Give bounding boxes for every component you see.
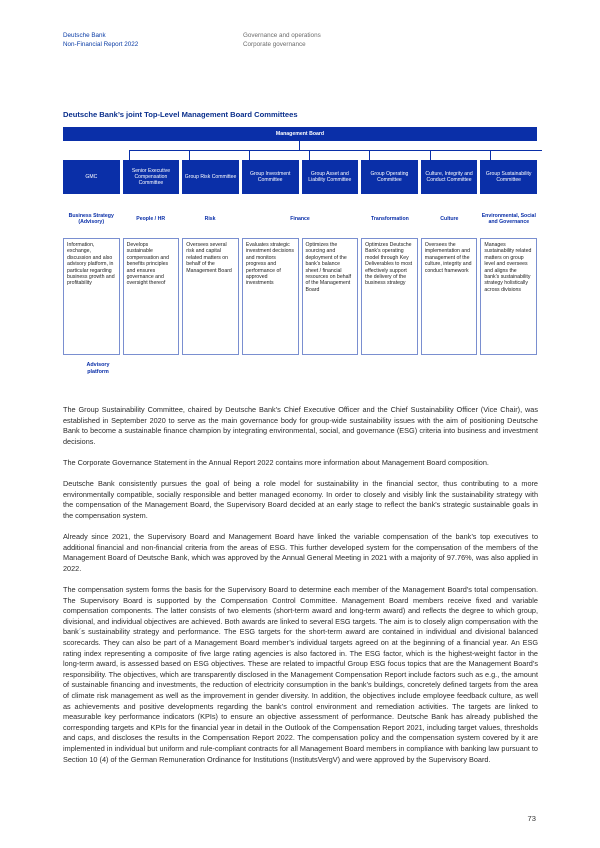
connector-vertical-main: [299, 141, 300, 150]
description-group-sustainability: Manages sustainability related matters on group level and oversees and aligns the bank’s sustainability strategy holistically across divisions: [480, 238, 537, 355]
connector-drop: [490, 150, 491, 160]
connector-drop: [189, 150, 190, 160]
management-board-box: Management Board: [63, 127, 537, 141]
header-left: [63, 31, 138, 49]
report-name: Non-Financial Report 2022: [63, 41, 139, 48]
connector-drop: [249, 150, 250, 160]
paragraph: The Group Sustainability Committee, chaired by Deutsche Bank’s Chief Executive Officer and the Chief Sustainability Officer (Vice Chair), was established in September 2020 to serve as the main governance body for group-wide sustainability issues with the aim of positioning Deutsche Bank to become a sustainable finance champion by integrating environmental, social, and governance (ESG) criteria into business and investment decisions.: [63, 405, 538, 446]
area-people-hr: People / HR: [136, 215, 166, 222]
paragraph: The Corporate Governance Statement in the Annual Report 2022 contains more information about Management Board composition.: [63, 457, 489, 467]
description-group-operating: Optimizes Deutsche Bank’s operating model through Key Deliverables to most effectively support the delivery of the business strategy: [361, 238, 418, 355]
description-culture-integrity: Oversees the implementation and management of the culture, integrity and conduct framework: [421, 238, 478, 355]
committee-row: [63, 160, 537, 194]
committee-group-risk: Group Risk Committee: [182, 160, 239, 194]
page-number: 73: [527, 814, 536, 823]
description-group-risk: Oversees several risk and capital related matters on behalf of the Management Board: [182, 238, 239, 355]
description-row: [63, 238, 537, 355]
connector-drop: [369, 150, 370, 160]
area-culture: Culture: [440, 215, 459, 222]
chart-title: Deutsche Bank’s joint Top-Level Management Board Committees: [63, 110, 298, 119]
connector-drop: [430, 150, 431, 160]
body-text: [63, 405, 538, 776]
description-asset-liability: Optimizes the sourcing and deployment of the bank’s balance sheet / financial resources on behalf of the Management Board: [302, 238, 359, 355]
subsection-name: Corporate governance: [243, 41, 306, 48]
committee-group-operating: Group Operating Committee: [361, 160, 418, 194]
advisory-platform-text: Advisory platform: [86, 362, 110, 375]
description-senior-exec-comp: Develops sustainable compensation and benefits principles and ensures governance and oversight thereof: [123, 238, 180, 355]
paragraph: The compensation system forms the basis for the Supervisory Board to determine each member of the Management Board's total compensation. The Supervisory Board is supported by the Compensation Control Committee. Management Board members receive fixed and variable compensation components. The latter consists of two elements (short-term award and long-term award) and reflects the degree to which group, divisional, and individual objectives are achieved. Both awards are linked to several ESG targets. The aim is to closely align compensation with the bank´s sustainability strategy and performance. The ESG targets for the short-term award are contained in individual and divisional balanced scorecards. They can also be part of a Management Board member’s individual targets agreed on at the beginning of a financial year. An ESG rating index representing a composite of five large rating agencies is also factored in. The ESG factor, which is the highest-weight factor in the long-term award, is assessed based on ESG objectives. These are related to impactful Group ESG focus topics that are the Management Board’s responsibility. The objectives, which are transparently disclosed in the Management Compensation Report include factors such as e.g., the amount of sustainable financing and investments, the reduction of electricity consumption in the bank’s buildings, concretely defined targets from the area of climate risk management as well as the improvement in gender diversity. In addition, the objectives include employee feedback culture, as well as achievements and positive developments regarding the bank’s control environment and remediation activities. The targets are linked to measurable key performance indicators (KPIs) to ensure an objective assessment of performance. Deutsche Bank has already published the corresponding targets and KPIs for the financial year in detail in the Outlook of the Compensation Report 2021, including target values, thresholds and caps, and discloses the results in the Compensation Report 2022. The compensation policy and the compensation system covered by it are implemented in individual but uniform and rule-compliant contracts for all Management Board members in compliance with banking law pursuant to Section 10 (4) of the German Remuneration Ordinance for Institutions (InstitutsVergV) and were approved by the Supervisory Board.: [63, 585, 538, 764]
paragraph: Already since 2021, the Supervisory Board and Management Board have linked the variable compensation of the bank’s top executives to additional financial and non-financial criteria from the areas of ESG. This further developed system for the compensation of the members of the Management Board of Deutsche Bank, which was approved by the Annual General Meeting in 2021 with a majority of 97.76%, was also applied in 2022.: [63, 532, 538, 573]
company-name: Deutsche Bank: [63, 32, 106, 39]
advisory-platform-label: [80, 362, 116, 376]
header-right: [243, 31, 321, 49]
section-name: Governance and operations: [243, 32, 321, 39]
description-group-investment: Evaluates strategic investment decisions and monitors progress and performance of approved investments: [242, 238, 299, 355]
area-row: [63, 205, 537, 233]
connector-horizontal: [129, 150, 542, 151]
committee-asset-liability: Group Asset and Liability Committee: [302, 160, 359, 194]
committee-group-sustainability: Group Sustainability Committee: [480, 160, 537, 194]
connector-drop: [129, 150, 130, 160]
area-finance: Finance: [290, 215, 310, 222]
description-gmc: Information, exchange, discussion and also advisory platform, in particular regarding business growth and profitability: [63, 238, 120, 355]
connector-drop: [309, 150, 310, 160]
committee-gmc: GMC: [63, 160, 120, 194]
committee-group-investment: Group Investment Committee: [242, 160, 299, 194]
area-risk: Risk: [204, 215, 216, 222]
area-esg: Environmental, Social and Governance: [481, 212, 536, 225]
paragraph: Deutsche Bank consistently pursues the goal of being a role model for sustainability in the financial sector, thus contributing to a more environmentally compatible, socially responsible and better managed economy. In order to closely and visibly link the sustainability strategy with the compensation of the Management Board, the Supervisory Board decided at an early stage to reflect the bank's strategic sustainable goals in the compensation system.: [63, 479, 538, 520]
committee-senior-exec-comp: Senior Executive Compensation Committee: [123, 160, 180, 194]
area-business-strategy: Business Strategy (Advisory): [68, 212, 114, 225]
committee-culture-integrity: Culture, Integrity and Conduct Committee: [421, 160, 478, 194]
area-transformation: Transformation: [371, 215, 409, 222]
